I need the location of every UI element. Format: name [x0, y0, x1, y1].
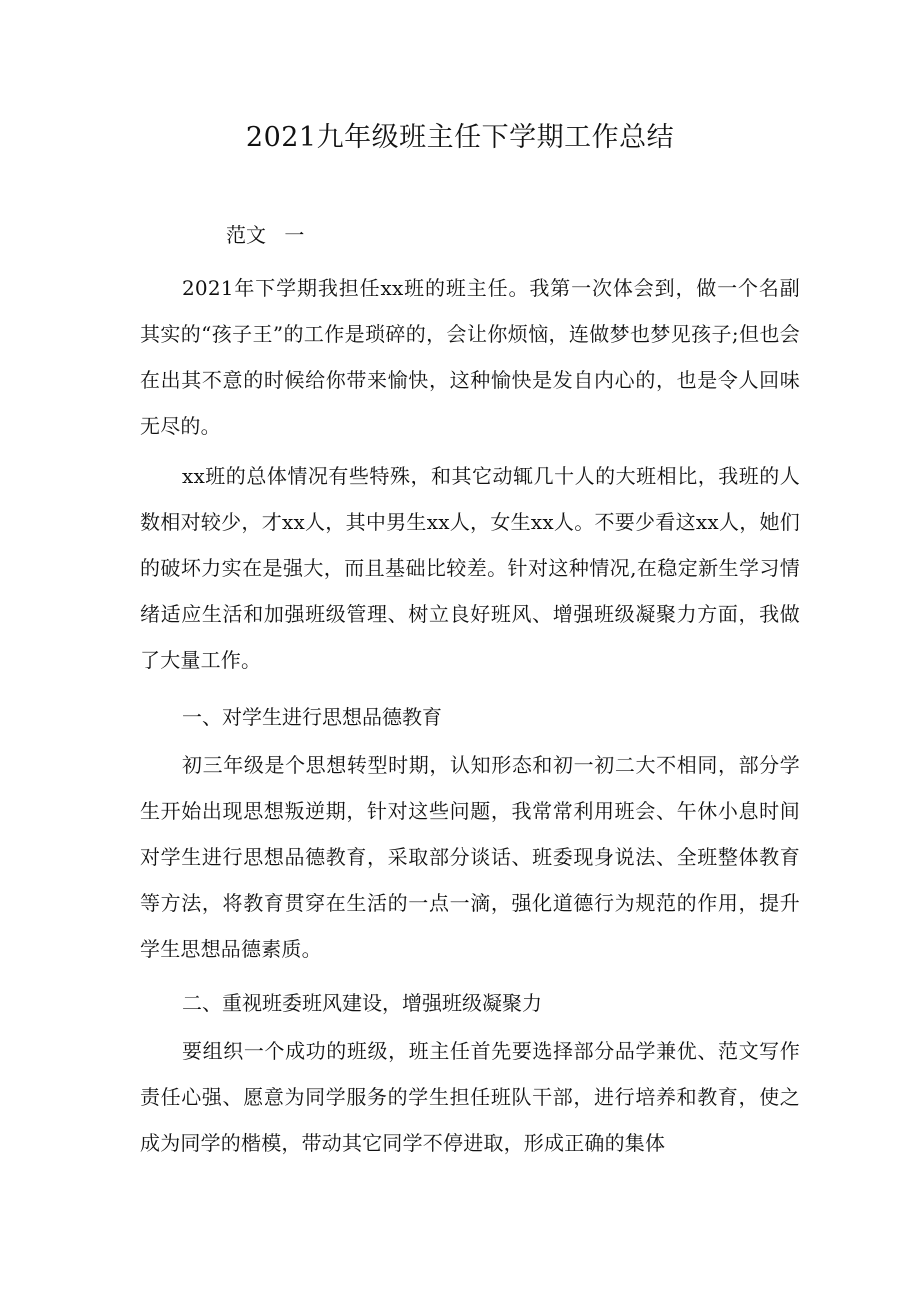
document-title: 2021九年级班主任下学期工作总结 [245, 122, 675, 153]
section-heading-moral-education: 一、对学生进行思想品德教育 [182, 705, 442, 729]
paragraph-class-committee: 要组织一个成功的班级，班主任首先要选择部分品学兼优、范文写作责任心强、愿意为同学服务的学生担任班队干部，进行培养和教育，使之成为同学的楷模，带动其它同学不停进取，形成正确的集体 [140, 1039, 800, 1155]
paragraph-class-overview: xx班的总体情况有些特殊，和其它动辄几十人的大班相比，我班的人数相对较少，才xx人，其中男生xx人，女生xx人。不要少看这xx人，她们的破坏力实在是强大，而且基础比较差。针对这种情况,在稳定新生学习情绪适应生活和加强班级管理、树立良好班风、增强班级凝聚力方面，我做了大量工作。 [140, 464, 800, 672]
paragraph-moral-education: 初三年级是个思想转型时期，认知形态和初一初二大不相同，部分学生开始出现思想叛逆期，针对这些问题，我常常利用班会、午休小息时间对学生进行思想品德教育，采取部分谈话、班委现身说法、全班整体教育等方法，将教育贯穿在生活的一点一滴，强化道德行为规范的作用，提升学生思想品德素质。 [140, 753, 800, 961]
document-subtitle: 范文 一 [226, 223, 305, 247]
section-heading-class-committee: 二、重视班委班风建设，增强班级凝聚力 [182, 991, 542, 1015]
paragraph-intro: 2021年下学期我担任xx班的班主任。我第一次体会到，做一个名副其实的“孩子王”的工作是琐碎的，会让你烦恼，连做梦也梦见孩子;但也会在出其不意的时候给你带来愉快，这种愉快是发自内心的，也是令人回味无尽的。 [140, 276, 800, 438]
